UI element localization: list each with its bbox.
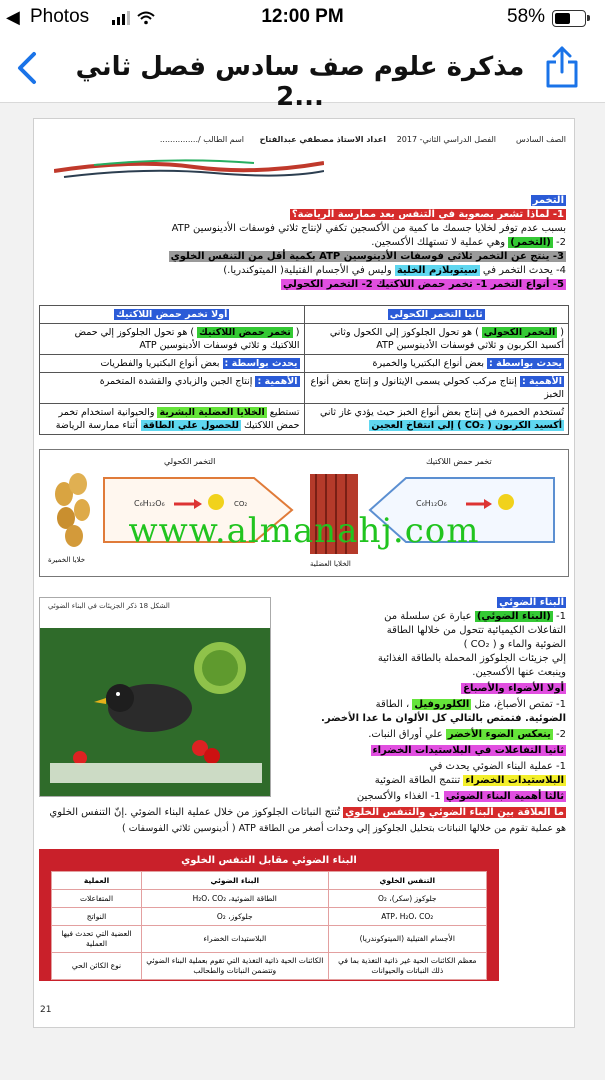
ps-p1-l3: الضوئية والماء و ( CO₂ )	[463, 639, 566, 650]
table-cell: معظم الكائنات الحية غير ذاتية التغذية بما في ذلك النباتات والحيوانات	[328, 953, 486, 980]
lactic-extra-post: أثناء ممارسة الرياضة	[55, 420, 138, 431]
table-cell: الطاقة الضوئية، H₂O، CO₂	[142, 890, 329, 908]
table-cell: الكائنات الحية ذاتية التغذية التي تقوم بعملية البناء الضوئي وتتضمن النباتات والطحالب	[142, 953, 329, 980]
ps-sub-3: ثالثا أهمية البناء الضوئي	[445, 791, 564, 802]
comparison-table	[51, 871, 487, 980]
page-number: 21	[40, 1005, 52, 1015]
table-cell: البلاستيدات الخضراء	[142, 926, 329, 953]
point-2-prefix: 2-	[556, 237, 566, 248]
ps-s3-post: 1- الغذاء والأكسجين	[356, 791, 441, 802]
ps-s2-l2	[375, 775, 566, 787]
table-cell: جلوكوز (سكر)، O₂	[328, 890, 486, 908]
alcoholic-where-label: يحدث بواسطة :	[489, 358, 562, 369]
point-4-term: سيتوبلازم الخلية	[396, 265, 478, 276]
figure-alcoholic-caption: خلايا الخميرة	[48, 556, 86, 564]
header-author: اعداد الاستاذ مصطفي عبدالفتاح	[259, 135, 386, 144]
bird-plant-illustration	[40, 598, 271, 797]
photo-caption: الشكل 18 ذكر الجزيئات في البناء الضوئي	[48, 602, 170, 610]
lactic-where-label: يحدث بواسطة :	[224, 358, 298, 369]
point-2-term: (التخمر)	[510, 237, 551, 248]
ps-s1-l1	[376, 699, 566, 711]
ps-s1-l3-pre: 2-	[556, 729, 566, 740]
table-row	[52, 926, 487, 953]
ps-s3	[357, 791, 566, 803]
comparison-table-title: البناء الضوئي مقابل التنفس الخلوي	[181, 855, 357, 866]
ps-relation-text-1: تُنتج النباتات الجلوكوز من خلال عملية البناء الضوئي .إنّ التنفس الخلوي	[49, 807, 340, 818]
lactic-where	[40, 355, 305, 373]
comparison-table-box	[39, 849, 499, 981]
figure-alcoholic-title: التخمر الكحولي	[164, 457, 216, 466]
point-2-rest: وهي عملية لا تستهلك الأكسجين.	[371, 237, 506, 248]
ps-relation-term: ما العلاقة بين البناء الضوئي والتنفس الخلوي	[345, 807, 564, 818]
ps-s2-l2-term: البلاستيدات الخضراء	[465, 775, 564, 786]
table-cell: النواتج	[52, 908, 142, 926]
alcoholic-definition: ( التخمر الكحولي ) هو تحول الجلوكوز إلي الكحول وثاني أكسيد الكربون و ثلاثي فوسفات الأدينوسين ATP	[304, 324, 569, 355]
table-row	[52, 908, 487, 926]
ps-p1-l5: وينبعث عنها الأكسجين.	[472, 667, 566, 678]
lactic-extra-mid: والحيوانية استخدام تخمر حمض اللاكتيك	[58, 407, 300, 431]
status-bar	[0, 0, 605, 34]
lactic-imp-text: إنتاج الجبن والزبادي والقشدة المتخمرة	[99, 376, 253, 387]
point-4	[223, 265, 566, 277]
header-banner-graphic	[54, 157, 324, 183]
ps-s1-l1-post: ، الطاقة	[375, 699, 410, 710]
lactic-importance	[40, 373, 305, 404]
table-cell: العضية التي تحدث فيها العملية	[52, 926, 142, 953]
table-header-cell: البناء الضوئي	[142, 872, 329, 890]
ps-s2-l1: 1- عملية البناء الضوئي يحدث في	[429, 761, 566, 772]
ps-s1-l1-pre: 1- تمتص الأصباغ، مثل	[474, 699, 566, 710]
figure-lactic-caption: الخلايا العضلية	[310, 560, 351, 568]
ps-s1-l3	[368, 729, 566, 741]
table-row	[52, 890, 487, 908]
section-heading-photosynthesis: البناء الضوئي	[499, 597, 564, 608]
ps-s1-l3-term: ينعكس الضوء الأخضر	[447, 729, 551, 740]
document-title: مذكرة علوم صف سادس فصل ثاني ...2	[75, 52, 525, 112]
svg-text:C₆H₁₂O₆: C₆H₁₂O₆	[416, 499, 447, 508]
alcoholic-imp-label: الأهمية :	[521, 376, 562, 387]
lactic-imp-label: الأهمية :	[257, 376, 298, 387]
back-app-label[interactable]: Photos	[30, 6, 90, 27]
battery-icon	[552, 10, 586, 27]
point-4-prefix: 4- يحدث التخمر في	[482, 265, 566, 276]
lactic-def-text: هو تحول الجلوكوز إلي حمض اللاكتيك و ثلاثي فوسفات الأدينوسين ATP	[74, 327, 300, 351]
lactic-extra-pre: تستطيع	[269, 407, 300, 418]
ps-s2-l2-post: تنتمج الطاقة الضوئية	[374, 775, 461, 786]
point-3: 3- ينتج عن التخمر ثلاثي فوسفات الأدينوسين ATP بكمية أقل من التنفس الخلوي	[170, 251, 564, 262]
table-cell: الأجسام الفتيلية (الميتوكوندريا)	[328, 926, 486, 953]
alcoholic-def-text: هو تحول الجلوكوز إلي الكحول وثاني أكسيد الكربون و ثلاثي فوسفات الأدينوسين ATP	[329, 327, 564, 351]
figure-lactic-title: تخمر حمض اللاكتيك	[426, 457, 492, 466]
ps-sub-2: ثانيا التفاعلات في البلاستيدات الخضراء	[372, 745, 564, 756]
ps-s1-l2: الضوئية. فتمتص بالتالي كل الألوان ما عدا الأخضر.	[321, 713, 566, 724]
ps-p1-l4: إلي جزيئات الجلوكوز المحملة بالطاقة الغذائية	[377, 653, 566, 664]
ps-p1-prefix: 1-	[556, 611, 566, 622]
point-5: 5- أنواع التخمر 1- تخمر حمض اللاكتيك 2- التخمر الكحولي	[282, 279, 564, 290]
document-page[interactable]	[33, 118, 575, 1028]
alcoholic-extra-term: أكسيد الكربون ( CO₂ ) إلي انتفاخ العجين	[371, 420, 562, 431]
alcoholic-extra	[304, 404, 569, 435]
ps-relation-text-2: هو عملية تقوم من خلالها النباتات بتحليل الجلوكوز إلي وحدات أصغر من الطاقة ATP ( أدينوسين ثلاثي الفوسفات )	[121, 823, 566, 834]
table-header-cell: العملية	[52, 872, 142, 890]
table-cell: ATP، H₂O، CO₂	[328, 908, 486, 926]
ps-p1-l1: عبارة عن سلسلة من	[384, 611, 472, 622]
watermark: www.almanahj.com	[128, 511, 480, 551]
doc-header	[34, 135, 574, 151]
svg-text:C₆H₁₂O₆: C₆H₁₂O₆	[134, 499, 165, 508]
alcoholic-where-text: بعض أنواع البكتيريا والخميرة	[372, 358, 484, 369]
header-grade: الصف السادس	[516, 135, 566, 144]
back-chevron-icon[interactable]	[12, 48, 42, 88]
table-row	[52, 953, 487, 980]
battery-fill	[555, 13, 570, 24]
question-1: 1- لماذا تشعر بصعوبة في التنفس بعد ممارسة الرياضة؟	[291, 209, 564, 220]
table-cell: نوع الكائن الحي	[52, 953, 142, 980]
table-header-cell: التنفس الخلوي	[328, 872, 486, 890]
ps-sub-1: أولا الأضواء والأصباغ	[463, 683, 564, 694]
ps-p1-term: (البناء الضوئي)	[476, 611, 551, 622]
ps-point-1	[384, 611, 566, 623]
lactic-extra	[40, 404, 305, 435]
lactic-extra-term: الخلايا العضلية البشرية	[159, 407, 265, 418]
nav-bar	[0, 34, 605, 112]
alcoholic-importance	[304, 373, 569, 404]
table-cell: جلوكوز، O₂	[142, 908, 329, 926]
point-4-rest: وليس في الأجسام الفتيلية( الميتوكندريا.)	[223, 265, 392, 276]
section-heading-fermentation: التخمر	[532, 195, 564, 206]
alcoholic-imp-text: إنتاج مركب كحولي يسمى الإيثانول و إنتاج بعض أنواع الخبز	[310, 376, 564, 400]
answer-1: بسبب عدم توفر لخلايا جسمك ما كمية من الأكسجين تكفي لإنتاج ثلاثي فوسفات الأدينوسين ATP	[171, 223, 566, 234]
lactic-extra-term2: للحصول علي الطاقة	[142, 420, 239, 431]
clock: 12:00 PM	[261, 6, 344, 27]
photosynthesis-photo	[39, 597, 271, 797]
table-header-row	[52, 872, 487, 890]
lactic-definition: ( تخمر حمض اللاكتيك ) هو تحول الجلوكوز إلي حمض اللاكتيك و ثلاثي فوسفات الأدينوسين ATP	[40, 324, 305, 355]
col-title-lactic: أولا تخمر حمض اللاكتيك	[116, 309, 228, 320]
ps-s1-l3-post: علي أوراق النبات.	[368, 729, 443, 740]
share-icon[interactable]	[542, 44, 582, 90]
header-student: اسم الطالب /...............	[159, 135, 244, 144]
ps-p1-l2: التفاعلات الكيميائية تتحول من خلالها الطاقة	[386, 625, 566, 636]
col-title-alcoholic: ثانيا التخمر الكحولي	[389, 309, 483, 320]
ps-relation-l1	[49, 807, 566, 819]
lactic-where-text: بعض أنواع البكتيريا والفطريات	[100, 358, 220, 369]
header-term: الفصل الدراسي الثاني- 2017	[396, 135, 496, 144]
battery-percent: 58%	[507, 6, 546, 27]
fermentation-table	[39, 305, 569, 435]
table-cell: المتفاعلات	[52, 890, 142, 908]
ps-s1-l1-term: الكلوروفيل	[414, 699, 470, 710]
back-to-app-icon[interactable]: ◀	[6, 7, 20, 28]
alcoholic-term: التخمر الكحولي	[483, 327, 556, 338]
point-2	[371, 237, 566, 249]
lactic-term: تخمر حمض اللاكتيك	[199, 327, 291, 338]
alcoholic-extra-pre: تُستخدم الخميرة في إنتاج بعض أنواع الخبز حيث يؤدي غاز ثاني	[319, 407, 564, 418]
svg-text:CO₂: CO₂	[234, 500, 248, 508]
alcoholic-where	[304, 355, 569, 373]
